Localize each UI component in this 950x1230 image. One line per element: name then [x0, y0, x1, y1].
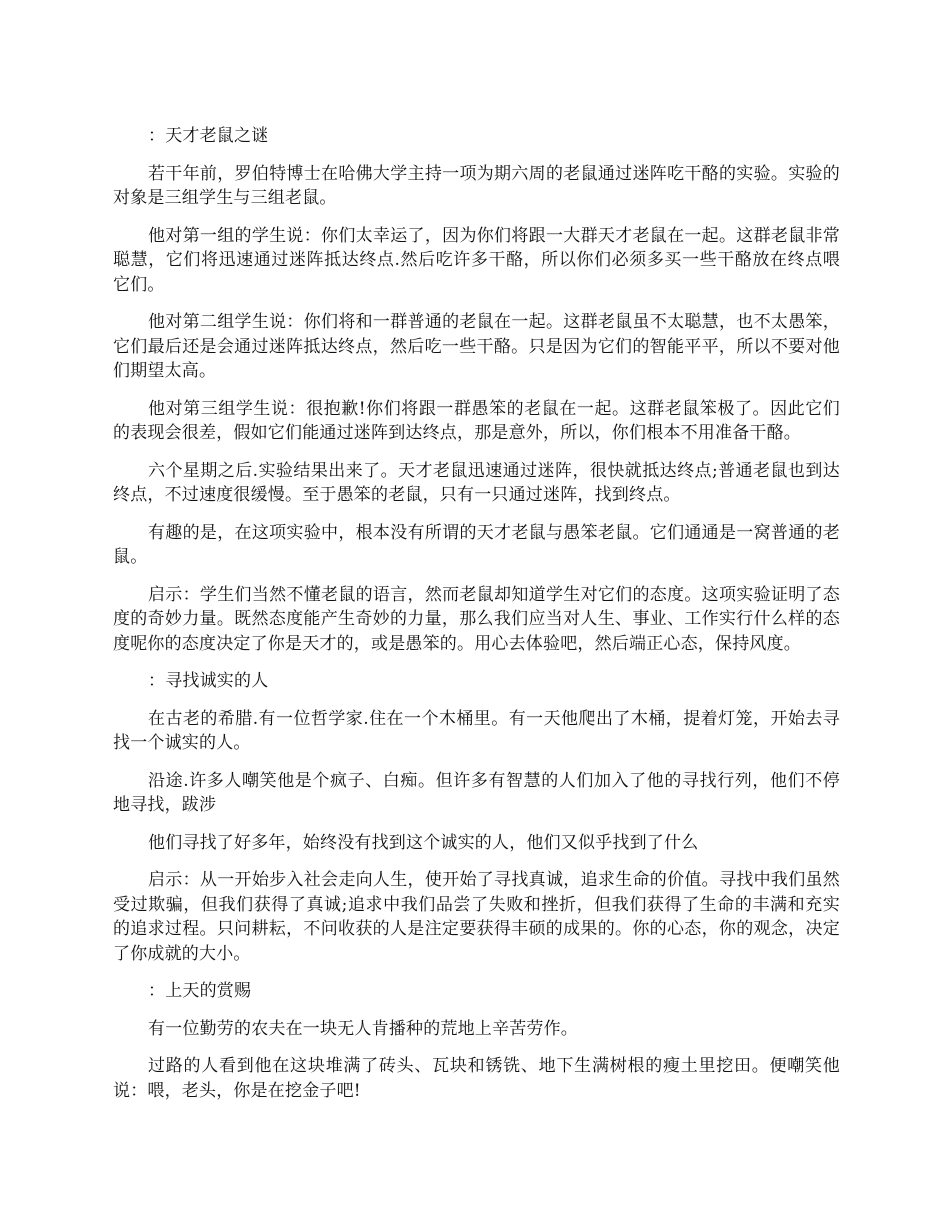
paragraph-insight: 启示：从一开始步入社会走向人生，使开始了寻找真诚，追求生命的价值。寻找中我们虽然受过欺骗，但我们获得了真诚;追求中我们品尝了失败和挫折，但我们获得了生命的丰满和充实的追求过程。只问耕耘，不问收获的人是注定要获得丰硕的成果的。你的心态，你的观念，决定了你成就的大小。	[113, 870, 840, 964]
paragraph: 他对第二组学生说：你们将和一群普通的老鼠在一起。这群老鼠虽不太聪慧，也不太愚笨，它们最后还是会通过迷阵抵达终点，然后吃一些干酪。只是因为它们的智能平平，所以不要对他们期望太高。	[113, 312, 840, 381]
paragraph: 有一位勤劳的农夫在一块无人肯播种的荒地上辛苦劳作。	[148, 1018, 578, 1039]
paragraph: 六个星期之后.实验结果出来了。天才老鼠迅速通过迷阵，很快就抵达终点;普通老鼠也到达终点，不过速度很缓慢。至于愚笨的老鼠，只有一只通过迷阵，找到终点。	[113, 460, 840, 505]
paragraph-insight: 启示：学生们当然不懂老鼠的语言，然而老鼠却知道学生对它们的态度。这项实验证明了态度的奇妙力量。既然态度能产生奇妙的力量，那么我们应当对人生、事业、工作实行什么样的态度呢你的态度决定了你是天才的，或是愚笨的。用心去体验吧，然后端正心态，保持风度。	[113, 584, 840, 654]
paragraph: 有趣的是，在这项实验中，根本没有所谓的天才老鼠与愚笨老鼠。它们通通是一窝普通的老鼠。	[113, 522, 840, 567]
paragraph: 沿途.许多人嘲笑他是个疯子、白痴。但许多有智慧的人们加入了他的寻找行列，他们不停地寻找，跋涉	[113, 770, 840, 815]
paragraph: 他对第三组学生说：很抱歉!你们将跟一群愚笨的老鼠在一起。这群老鼠笨极了。因此它们的表现会很差，假如它们能通过迷阵到达终点，那是意外，所以，你们根本不用准备干酪。	[113, 398, 840, 443]
paragraph: 他对第一组的学生说：你们太幸运了，因为你们将跟一大群天才老鼠在一起。这群老鼠非常聪慧，它们将迅速通过迷阵抵达终点.然后吃许多干酪，所以你们必须多买一些干酪放在终点喂它们。	[113, 225, 840, 295]
paragraph: 若干年前，罗伯特博士在哈佛大学主持一项为期六周的老鼠通过迷阵吃干酪的实验。实验的对象是三组学生与三组老鼠。	[113, 163, 840, 208]
paragraph: 他们寻找了好多年，始终没有找到这个诚实的人，他们又似乎找到了什么	[148, 832, 699, 853]
section-heading-honest-person: ：寻找诚实的人	[148, 671, 269, 691]
paragraph: 过路的人看到他在这块堆满了砖头、瓦块和锈铣、地下生满树根的瘦土里挖田。便嘲笑他说：喂，老头，你是在挖金子吧!	[113, 1056, 840, 1101]
paragraph: 在古老的希腊.有一位哲学家.住在一个木桶里。有一天他爬出了木桶，提着灯笼，开始去寻找一个诚实的人。	[113, 708, 840, 753]
section-heading-heavens-gift: ：上天的赏赐	[148, 981, 252, 1001]
section-heading-genius-mice: ：天才老鼠之谜	[148, 126, 269, 146]
document-body	[113, 124, 840, 1116]
